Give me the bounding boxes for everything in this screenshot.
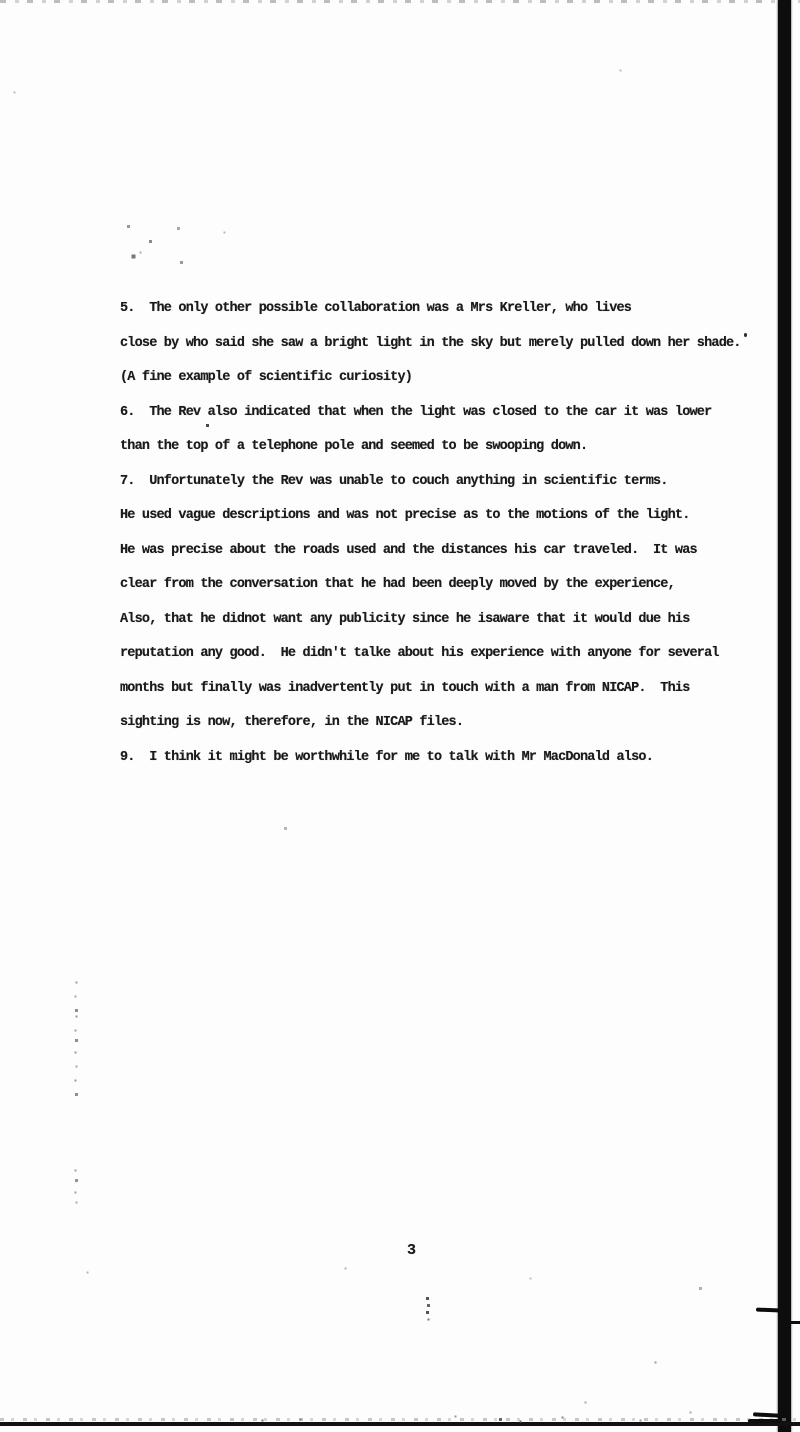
scan-top-edge-artifact xyxy=(0,0,800,3)
typed-line-item-6-start: 6. The Rev also indicated that when the light was closed to the car it was lower xyxy=(120,404,712,420)
typed-line: Also, that he didnot want any publicity since he isaware that it would due his xyxy=(120,611,690,627)
typed-line-item-7-start: 7. Unfortunately the Rev was unable to couch anything in scientific terms. xyxy=(120,473,668,489)
scan-right-edge-bar xyxy=(778,0,791,1432)
scan-speckle-noise xyxy=(0,0,1,1)
typewritten-text-block xyxy=(120,292,780,775)
typed-line: months but finally was inadvertently put in touch with a man from NICAP. This xyxy=(120,680,690,696)
scan-tick-mark-artifact xyxy=(756,1308,780,1313)
scan-bottom-fuzz-artifact xyxy=(0,1418,800,1421)
typed-line: He used vague descriptions and was not precise as to the motions of the light. xyxy=(120,508,690,523)
typed-line: close by who said she saw a bright light in the sky but merely pulled down her shade. xyxy=(120,335,741,351)
scan-speck-artifact xyxy=(744,333,747,337)
typed-line: sighting is now, therefore, in the NICAP files. xyxy=(120,715,464,730)
typed-line: than the top of a telephone pole and seemed to be swooping down. xyxy=(120,439,588,454)
scan-bottom-edge-line xyxy=(0,1422,800,1426)
scan-tick-mark-artifact xyxy=(753,1412,780,1417)
scan-tick-mark-artifact xyxy=(748,1419,780,1423)
scan-tick-mark-artifact xyxy=(791,1321,800,1324)
typed-line: clear from the conversation that he had been deeply moved by the experience, xyxy=(120,577,675,592)
typed-line: He was precise about the roads used and the distances his car traveled. It was xyxy=(120,542,697,558)
typed-line-item-9-start: 9. I think it might be worthwhile for me to talk with Mr MacDonald also. xyxy=(120,749,653,765)
page-number: 3 xyxy=(407,1242,417,1259)
typed-line: (A fine example of scientific curiosity) xyxy=(120,370,413,385)
typed-line: reputation any good. He didn't talke about his experience with anyone for several xyxy=(120,646,719,661)
typed-line-item-5-start: 5. The only other possible collaboration was a Mrs Kreller, who lives xyxy=(120,301,632,316)
